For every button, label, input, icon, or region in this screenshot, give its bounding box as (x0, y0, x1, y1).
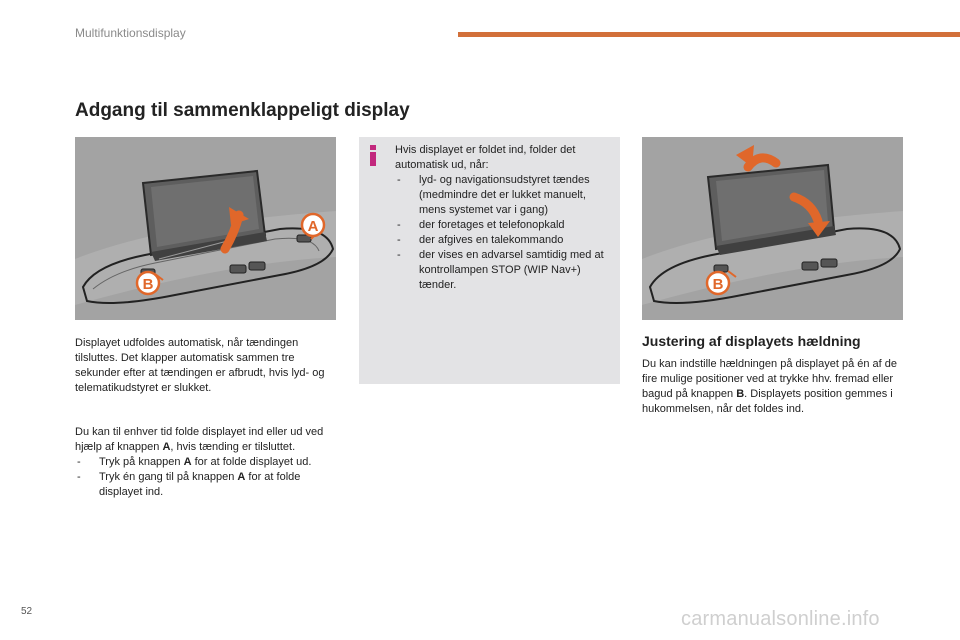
list-item: - der vises en advarsel samtidig med at kontrollampen STOP (WIP Nav+) tænder. (397, 249, 604, 291)
list-item: - lyd- og navigationsudstyret tændes (medmindre det er lukket manuelt, mens systemet var i gang) (397, 174, 590, 216)
left-body-para2: Du kan til enhver tid folde displayet ind eller ud ved hjælp af knappen A, hvis tænding er tilsluttet. - Tryk på knappen A for at folde displayet ud. - Tryk én gang til på knappen A for at folde displayet ind. (75, 425, 343, 500)
left-body-para1: Displayet udfoldes automatisk, når tændingen tilsluttes. Det klapper automatisk sammen tre sekunder efter at tændingen er afbrudt, hvis lyd- og telematikudstyret er slukket. (75, 337, 325, 394)
list-item: - Tryk på knappen A for at folde displayet ud. (77, 456, 312, 468)
display-unfold-illustration (75, 137, 336, 320)
header-accent-bar (458, 32, 960, 37)
callout-b-label: B (142, 276, 154, 293)
list-item: - Tryk én gang til på knappen A for at folde displayet ind. (77, 471, 301, 498)
header-section-title: Multifunktionsdisplay (75, 26, 186, 40)
list-item: - der foretages et telefonopkald (397, 219, 565, 231)
section-title-tilt: Justering af displayets hældning (642, 333, 861, 349)
left-list (75, 455, 343, 500)
list-item: - der afgives en talekommando (397, 234, 564, 246)
callout-a-label: A (307, 218, 319, 235)
watermark: carmanualsonline.info (681, 608, 880, 630)
display-tilt-illustration (642, 137, 903, 320)
page-title: Adgang til sammenklappeligt display (75, 100, 410, 121)
info-list (395, 173, 615, 293)
page-number: 52 (21, 606, 33, 617)
info-intro: Hvis displayet er foldet ind, folder det automatisk ud, når: (395, 144, 576, 171)
callout-b-label: B (712, 276, 724, 293)
right-body-para: Du kan indstille hældningen på displayet på én af de fire mulige positioner ved at trykke hhv. fremad eller bagud på knappen B. Displayets position gemmes i hukommelsen, når det foldes ind. (642, 358, 898, 415)
info-box (359, 137, 620, 384)
info-icon (367, 145, 379, 165)
info-box-text (395, 143, 615, 293)
